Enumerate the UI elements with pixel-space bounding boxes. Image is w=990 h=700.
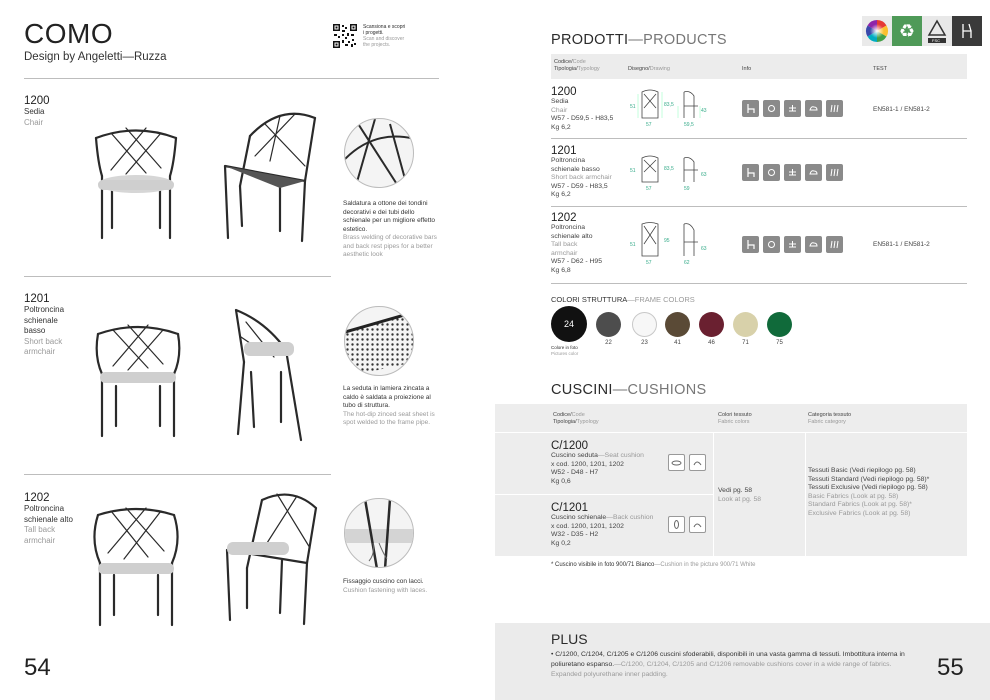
plus-text: • C/1200, C/1204, C/1205 e C/1206 cuscini sfoderabili, disponibili in una vasta gamma di tessuti. Imbottitura interna in poliuretano espanso.—C/1200, C/1204, C/1205 and C/1206 removable cushions cover in a wide range of fabrics. Expanded polyurethane inner padding. bbox=[551, 651, 905, 678]
svg-text:83,5: 83,5 bbox=[664, 166, 674, 172]
weather-info-icon bbox=[805, 164, 822, 181]
product-row-1202: 1202 Poltroncina schienale alto Tall back armchair W57 - D62 - H95 Kg 6,8 bbox=[551, 212, 602, 274]
color-note: Colore in foto Pictures color bbox=[551, 345, 579, 356]
chair-icon bbox=[952, 16, 982, 46]
removable-cover-icon bbox=[689, 516, 706, 533]
info-icons-1202 bbox=[742, 236, 843, 253]
svg-text:62: 62 bbox=[684, 260, 690, 266]
fabric-categories: Tessuti Basic (Vedi riepilogo pg. 58) Tessuti Standard (Vedi riepilogo pg. 58)* Tessuti Exclusive (Vedi riepilogo pg. 58) Basic Fabrics (Look at pg. 58) Standard Fabrics (Look at pg. 58)* Exclusive Fabrics (Look at pg. 58) bbox=[808, 467, 930, 517]
cushion-footnote: * Cuscino visibile in foto 900/71 Bianco—Cushion in the picture 900/71 White bbox=[551, 562, 756, 568]
chair-info-icon bbox=[742, 236, 759, 253]
divider bbox=[551, 206, 967, 207]
color-swatch-41[interactable] bbox=[665, 312, 690, 337]
cushion-row-c1201: C/1201 Cuscino schienale—Back cushion x cod. 1200, 1201, 1202 W32 - D35 - H2 Kg 0,2 bbox=[551, 502, 654, 547]
color-wheel-icon bbox=[862, 16, 892, 46]
recycle-icon: ♻ bbox=[892, 16, 922, 46]
rain-info-icon bbox=[826, 236, 843, 253]
chair-1201-front-image bbox=[88, 316, 188, 441]
qr-caption: Scansiona e scopri i progetti. Scan and discover the projects. bbox=[363, 24, 406, 48]
color-code-label: 22 bbox=[605, 340, 612, 346]
page-number-right: 55 bbox=[937, 654, 964, 681]
plus-title: PLUS bbox=[551, 631, 588, 647]
svg-text:57: 57 bbox=[646, 122, 652, 128]
svg-text:63: 63 bbox=[701, 246, 707, 252]
certification-icons bbox=[862, 16, 990, 46]
weather-info-icon bbox=[805, 100, 822, 117]
page-number-left: 54 bbox=[24, 654, 51, 681]
divider bbox=[24, 78, 439, 79]
divider bbox=[551, 138, 967, 139]
svg-text:51: 51 bbox=[630, 168, 636, 174]
brand-title: COMO bbox=[24, 18, 114, 49]
product-row-1201: 1201 Poltroncina schienale basso Short back armchair W57 - D59 - H83,5 Kg 6,2 bbox=[551, 145, 612, 199]
svg-text:57: 57 bbox=[646, 186, 652, 192]
cushions-table: Codice/Code Tipologia/Typology Colori tessuto Fabric colors Categoria tessuto Fabric category C/1200 Cuscino seduta—Seat cushion x cod. 1200, 1201, 1202 W52 - D48 - H7 Kg 0,6 C/1201 Cuscino schienale—Back cushion x cod. 1200, 1201, 1202 W32 - D35 - H2 Kg 0,2 Vedi pg. 58 Look at pg. 58 Tessuti Basic (Vedi riepilogo pg. 58) Tessuti Standard (Vedi riepilogo pg. 58)* Tessuti Exclusive (Vedi riepilogo pg. 58) Basic Fabrics (Look at pg. 58) Standard Fabrics (Look at pg. 58)* Exclusive Fabrics (Look at pg. 58) bbox=[495, 404, 967, 556]
plus-box bbox=[495, 623, 990, 700]
stackable-info-icon bbox=[784, 164, 801, 181]
info-icons-1201 bbox=[742, 164, 843, 181]
svg-text:83,5: 83,5 bbox=[664, 102, 674, 108]
product-1200-label: 1200 Sedia Chair bbox=[24, 95, 50, 127]
cushion-shape-icon bbox=[668, 454, 685, 471]
note-cushion-laces: Fissaggio cuscino con lacci. Cushion fastening with laces. bbox=[343, 578, 428, 594]
drawing-1201 bbox=[628, 152, 710, 194]
drawing-1200 bbox=[628, 88, 710, 130]
svg-text:59: 59 bbox=[684, 186, 690, 192]
chair-1200-side-image bbox=[220, 106, 320, 246]
color-code-label: 71 bbox=[742, 340, 749, 346]
chair-1200-front-image bbox=[86, 118, 186, 243]
svg-text:51: 51 bbox=[630, 242, 636, 248]
products-section-title: PRODOTTI—PRODUCTS bbox=[551, 32, 727, 48]
products-table-header: Codice/Code Tipologia/Typology Disegno/Drawing Info TEST bbox=[551, 54, 967, 79]
color-swatch-71[interactable] bbox=[733, 312, 758, 337]
stackable-info-icon bbox=[784, 100, 801, 117]
color-code-label: 46 bbox=[708, 340, 715, 346]
chair-1202-side-image bbox=[222, 488, 322, 628]
divider bbox=[24, 276, 331, 277]
svg-text:51: 51 bbox=[630, 104, 636, 110]
product-1202-label: 1202 Poltroncina schienale alto Tall back armchair bbox=[24, 492, 73, 545]
qr-code[interactable] bbox=[333, 24, 357, 48]
detail-seat-sheet-image bbox=[344, 306, 414, 376]
cushion-row-c1200: C/1200 Cuscino seduta—Seat cushion x cod. 1200, 1201, 1202 W52 - D48 - H7 Kg 0,6 bbox=[551, 440, 644, 485]
color-swatch-46[interactable] bbox=[699, 312, 724, 337]
color-swatch-24[interactable]: 24 bbox=[551, 306, 587, 342]
svg-text:63: 63 bbox=[701, 172, 707, 178]
divider bbox=[24, 474, 331, 475]
removable-cover-icon bbox=[689, 454, 706, 471]
color-code-label: 41 bbox=[674, 340, 681, 346]
stackable-info-icon bbox=[784, 236, 801, 253]
svg-text:95: 95 bbox=[664, 238, 670, 244]
color-code-label: 75 bbox=[776, 340, 783, 346]
note-seat-sheet: La seduta in lamiera zincata a caldo è saldata a proiezione al tubo di struttura. The hot-dip zinced seat sheet is spot welded to the frame pipe. bbox=[343, 385, 435, 426]
color-swatch-75[interactable] bbox=[767, 312, 792, 337]
svg-text:57: 57 bbox=[646, 260, 652, 266]
fsc-icon: FSC bbox=[922, 16, 952, 46]
detail-cushion-laces-image bbox=[344, 498, 414, 568]
chair-1202-front-image bbox=[86, 505, 186, 630]
color-code-label: 23 bbox=[641, 340, 648, 346]
frame-colors-title: COLORI STRUTTURA—FRAME COLORS bbox=[551, 295, 695, 304]
test-1200: EN581-1 / EN581-2 bbox=[873, 106, 930, 113]
detail-brass-welding-image bbox=[344, 118, 414, 188]
cushion-c1200-icons bbox=[668, 454, 706, 471]
product-1201-label: 1201 Poltroncina schienale basso Short back armchair bbox=[24, 293, 65, 356]
drawing-1202 bbox=[628, 222, 710, 268]
note-brass-welding: Saldatura a ottone dei tondini decorativi e dei tubi dello schienale per un migliore effetto estetico. Brass welding of decorative bars and back rest pipes for a better aesthetic look bbox=[343, 200, 437, 258]
info-icons-1200 bbox=[742, 100, 843, 117]
cushions-section-title: CUSCINI—CUSHIONS bbox=[551, 382, 707, 398]
designer-subtitle: Design by Angeletti—Ruzza bbox=[24, 51, 167, 63]
divider bbox=[551, 283, 967, 284]
fabric-colors-ref: Vedi pg. 58 Look at pg. 58 bbox=[718, 487, 762, 503]
color-swatch-22[interactable] bbox=[596, 312, 621, 337]
chair-info-icon bbox=[742, 164, 759, 181]
back-cushion-shape-icon bbox=[668, 516, 685, 533]
rain-info-icon bbox=[826, 164, 843, 181]
outdoor-info-icon bbox=[763, 164, 780, 181]
weather-info-icon bbox=[805, 236, 822, 253]
rain-info-icon bbox=[826, 100, 843, 117]
chair-info-icon bbox=[742, 100, 759, 117]
product-row-1200: 1200 Sedia Chair W57 - D59,5 - H83,5 Kg 6,2 bbox=[551, 86, 614, 131]
svg-text:43: 43 bbox=[701, 108, 707, 114]
outdoor-info-icon bbox=[763, 236, 780, 253]
outdoor-info-icon bbox=[763, 100, 780, 117]
cushion-c1201-icons bbox=[668, 516, 706, 533]
svg-text:59,5: 59,5 bbox=[684, 122, 694, 128]
test-1202: EN581-1 / EN581-2 bbox=[873, 241, 930, 248]
color-swatch-23[interactable] bbox=[632, 312, 657, 337]
chair-1201-side-image bbox=[226, 302, 316, 442]
